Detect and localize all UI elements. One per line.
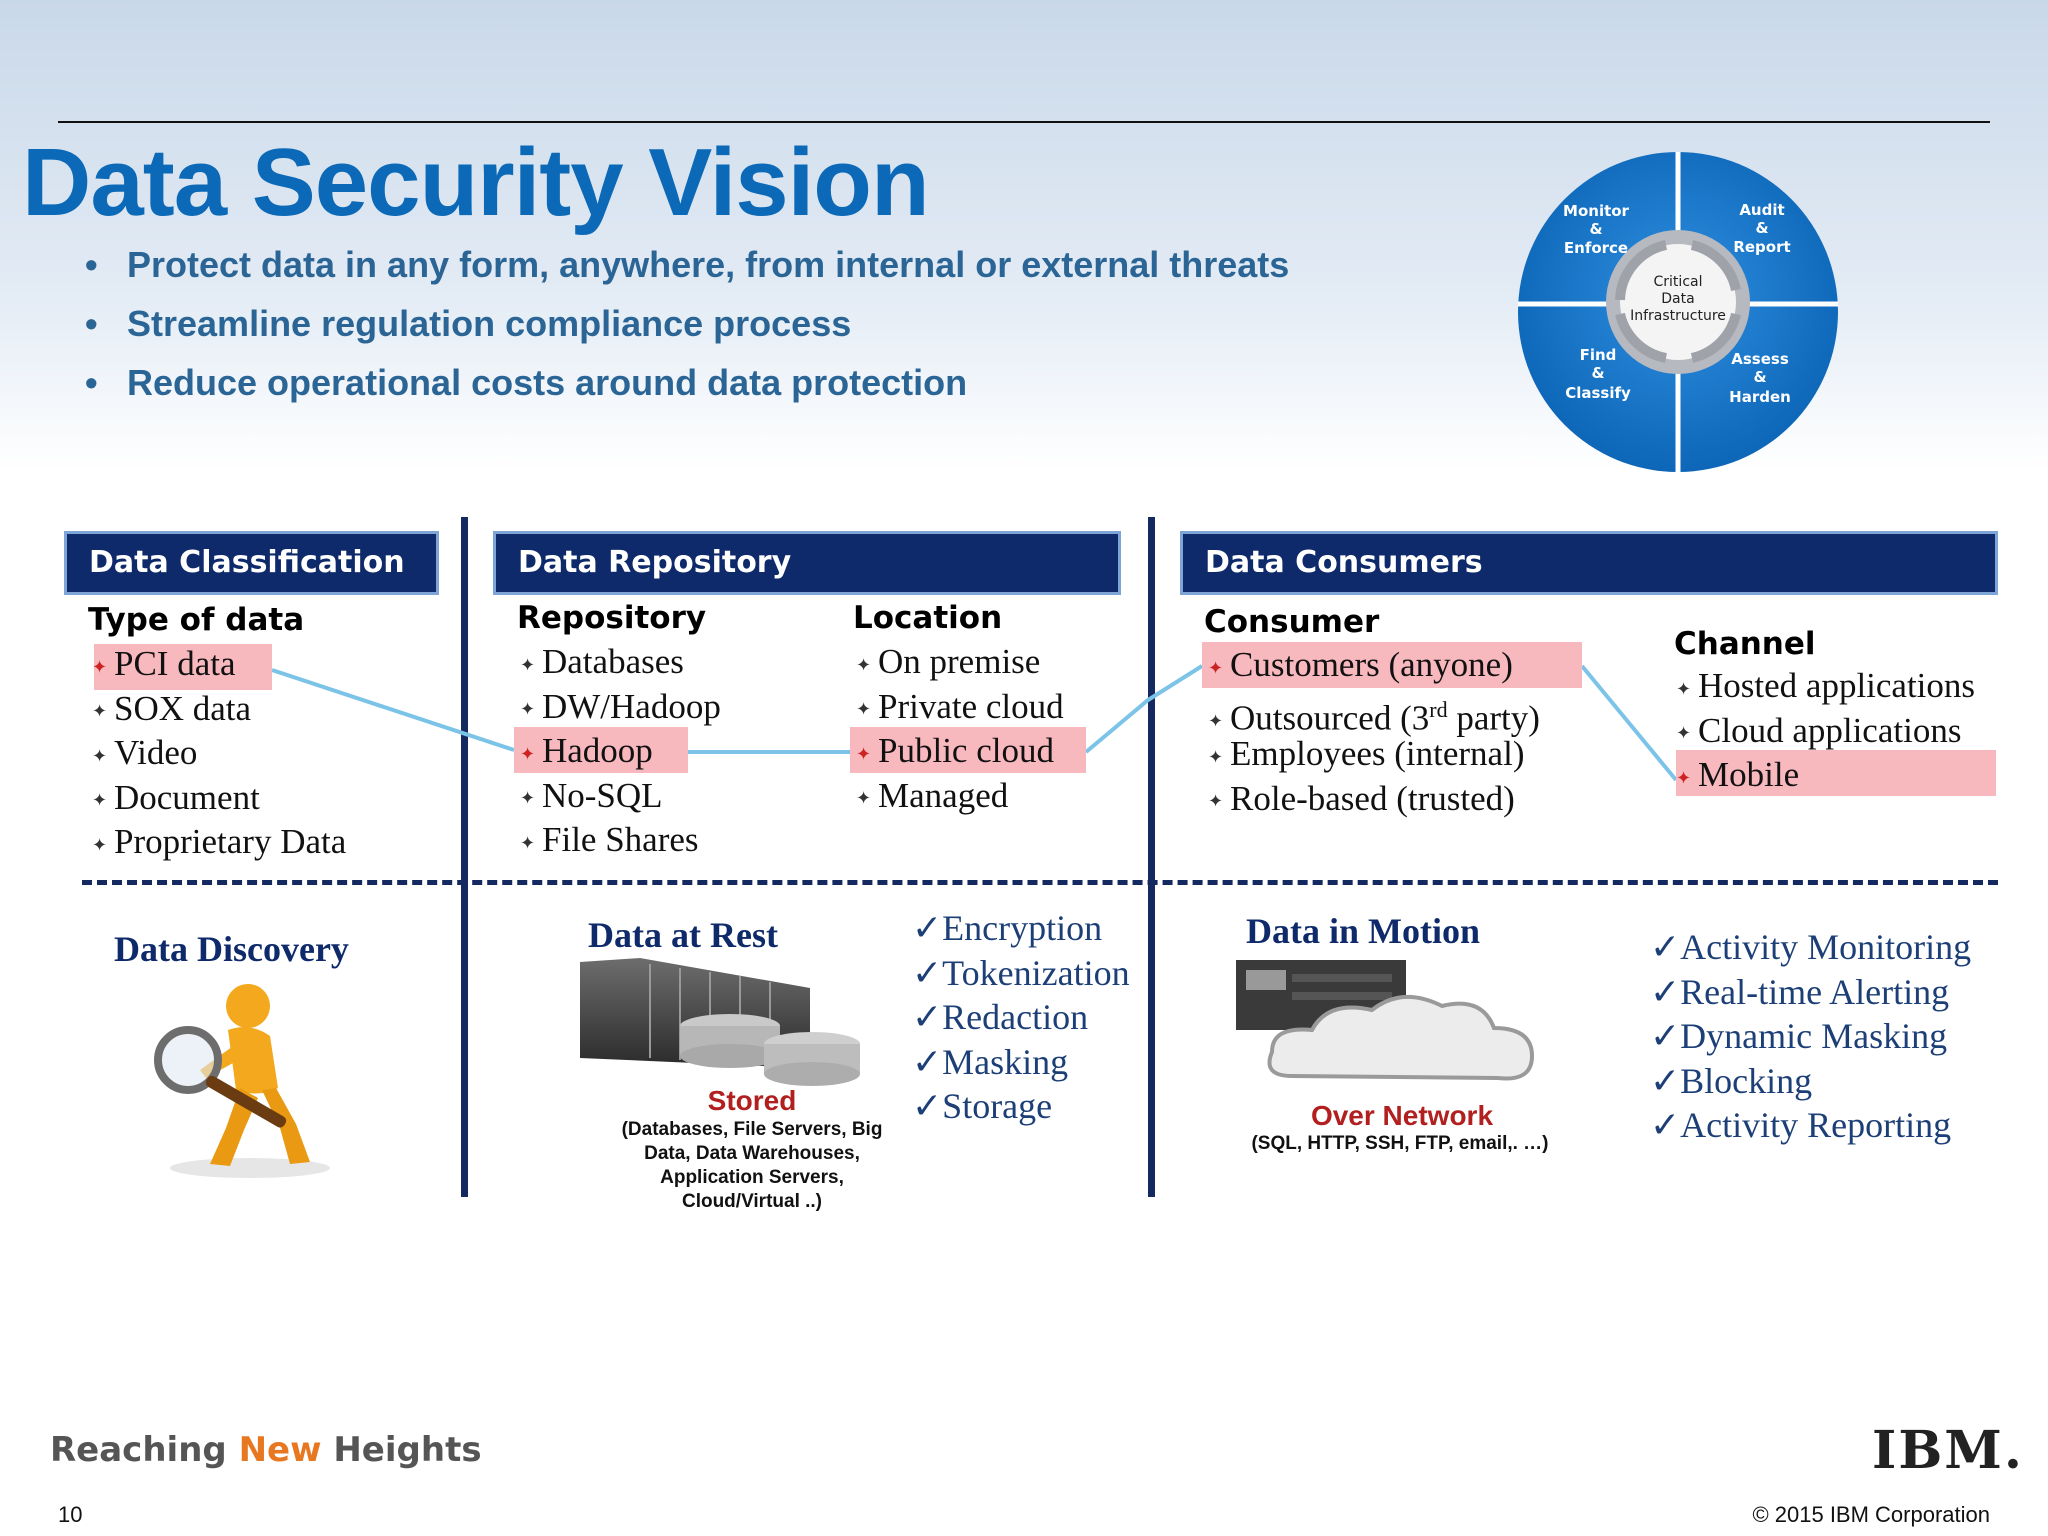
bullet-item: • Reduce operational costs around data protection (85, 362, 968, 403)
list-item: ✦ Databases (520, 642, 684, 681)
wheel-center-text: Critical (1653, 274, 1703, 290)
repository-header: Data Repository (496, 534, 1118, 592)
list-item: ✦ Video (92, 733, 198, 772)
list-item: ✦ Private cloud (856, 686, 1064, 726)
list-item: ✦ Hosted applications (1676, 666, 1976, 705)
brand-tagline: Reaching New Heights (50, 1430, 482, 1470)
list-item: ✦ SOX data (92, 688, 252, 728)
list-item: ✦ Outsourced (3rd party) (1208, 696, 1540, 738)
wheel-assess-text: Assess (1731, 350, 1789, 368)
list-item: ✦ File Shares (520, 820, 699, 859)
check-item: ✓Encryption (912, 908, 1103, 948)
location-list (856, 640, 1064, 818)
vision-bullets (85, 238, 1289, 415)
wheel-monitor-text: Monitor (1563, 202, 1629, 220)
check-item: ✓Redaction (912, 997, 1089, 1037)
connector-line (1086, 666, 1202, 752)
bullet-item: • Protect data in any form, anywhere, from internal or external threats (85, 244, 1290, 285)
check-icon: ✓ (1650, 971, 1681, 1012)
lifecycle-wheel (1516, 150, 1840, 474)
copyright: © 2015 IBM Corporation (1752, 1502, 1990, 1527)
top-rule (58, 121, 1990, 123)
list-item: ✦ Document (92, 777, 260, 817)
caption-line: (Databases, File Servers, Big (621, 1119, 883, 1140)
list-item: ✦ Mobile (1676, 755, 1800, 794)
list-item: ✦ PCI data (92, 644, 236, 683)
check-icon: ✓ (912, 1041, 943, 1082)
classification-list (92, 642, 346, 865)
section-divider (82, 880, 1998, 885)
check-icon: ✓ (912, 997, 943, 1037)
caption-line: Cloud/Virtual ..) (681, 1191, 823, 1212)
list-item: ✦ Cloud applications (1676, 710, 1962, 750)
motion-title: Data in Motion (1246, 911, 1480, 951)
wheel-assess-text: Harden (1729, 388, 1791, 406)
classification-header: Data Classification (67, 534, 436, 592)
list-item: ✦ Employees (internal) (1208, 734, 1525, 773)
check-item: ✓Dynamic Masking (1650, 1016, 1948, 1056)
stored-caption (590, 1118, 914, 1214)
wheel-find-text: & (1591, 364, 1605, 382)
wheel-center-text: Data (1661, 291, 1695, 307)
ibm-logo: IBM. (1872, 1420, 2024, 1481)
discovery-title: Data Discovery (114, 929, 349, 969)
caption-line: Application Servers, (660, 1167, 844, 1188)
check-item: ✓Storage (912, 1086, 1053, 1126)
list-item: ✦ Proprietary Data (92, 822, 347, 861)
list-item: ✦ Managed (856, 775, 1009, 815)
check-item: ✓Blocking (1650, 1060, 1813, 1101)
wheel-audit-text: Audit (1739, 201, 1785, 219)
wheel-audit-text: & (1755, 219, 1769, 237)
check-item: ✓Real-time Alerting (1650, 971, 1950, 1012)
network-label: Over Network (1310, 1100, 1494, 1131)
list-item: ✦ DW/Hadoop (520, 686, 721, 726)
motion-controls-list (1650, 925, 1971, 1148)
column-divider (461, 517, 468, 1197)
check-item: ✓Activity Reporting (1650, 1105, 1952, 1145)
check-icon: ✓ (1650, 1060, 1681, 1101)
channel-list (1676, 664, 1975, 798)
wheel-monitor-text: & (1589, 220, 1603, 238)
column-divider (1148, 517, 1155, 1197)
location-subhead: Location (853, 600, 1003, 636)
check-item: ✓Tokenization (912, 952, 1130, 993)
consumer-subhead: Consumer (1204, 604, 1380, 640)
list-item: ✦ On premise (856, 642, 1041, 681)
check-icon: ✓ (1650, 1016, 1681, 1056)
stored-label: Stored (707, 1085, 797, 1116)
wheel-monitor-text: Enforce (1563, 239, 1629, 257)
list-item: ✦ Hadoop (520, 731, 653, 770)
storage-illustration (580, 958, 870, 1088)
wheel-assess-text: & (1753, 368, 1767, 386)
list-item: ✦ Public cloud (856, 731, 1054, 770)
rest-controls-list (912, 906, 1130, 1129)
repository-subhead: Repository (517, 600, 707, 636)
consumers-header: Data Consumers (1183, 534, 1995, 592)
repository-list (520, 640, 721, 863)
bullet-item: • Streamline regulation compliance process (85, 303, 852, 344)
list-item: ✦ Customers (anyone) (1208, 645, 1513, 684)
wheel-audit-text: Report (1733, 238, 1791, 256)
check-icon: ✓ (912, 908, 943, 948)
caption-line: Data, Data Warehouses, (644, 1143, 860, 1164)
channel-subhead: Channel (1674, 626, 1816, 662)
consumer-list (1208, 643, 1540, 821)
network-caption: (SQL, HTTP, SSH, FTP, email,. …) (1251, 1133, 1549, 1154)
check-icon: ✓ (912, 1086, 943, 1126)
superscript: rd (1429, 696, 1448, 722)
check-icon: ✓ (1650, 1105, 1681, 1145)
network-cloud-illustration (1232, 956, 1562, 1096)
wheel-find-text: Find (1579, 346, 1617, 364)
page-title: Data Security Vision (22, 129, 929, 236)
check-icon: ✓ (912, 952, 943, 993)
discovery-figure-illustration (140, 978, 380, 1188)
list-item: ✦ Role-based (trusted) (1208, 778, 1515, 818)
page-number: 10 (58, 1502, 83, 1527)
rest-title: Data at Rest (588, 915, 778, 955)
wheel-find-text: Classify (1565, 384, 1631, 402)
list-item: ✦ No-SQL (520, 775, 663, 815)
classification-subhead: Type of data (88, 602, 305, 638)
check-item: ✓Activity Monitoring (1650, 927, 1972, 967)
check-item: ✓Masking (912, 1041, 1069, 1082)
check-icon: ✓ (1650, 927, 1681, 967)
wheel-center-text: Infrastructure (1630, 308, 1726, 324)
connector-line (1582, 666, 1676, 780)
